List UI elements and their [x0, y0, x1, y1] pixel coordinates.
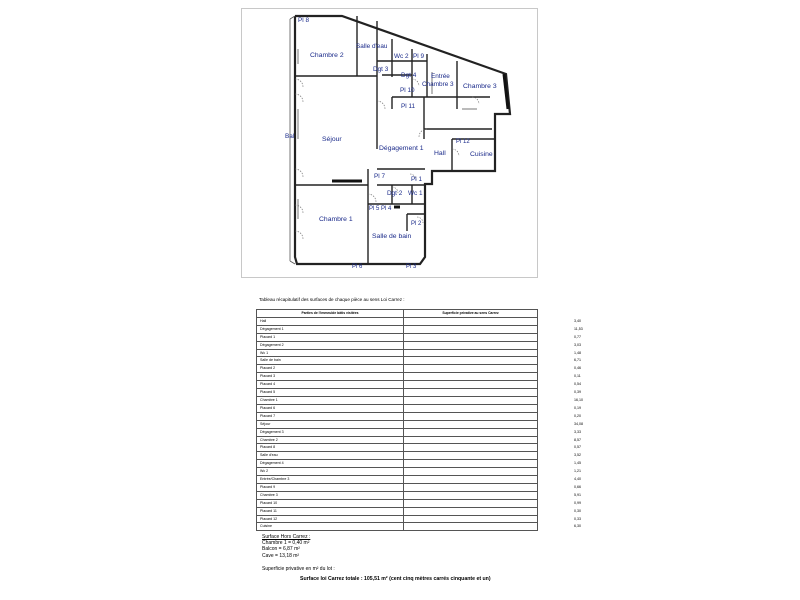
room-name-cell: Chambre 1 — [257, 396, 404, 404]
hors-carrez-title: Surface Hors Carrez : — [262, 534, 311, 540]
surface-value-cell: 1,21 — [404, 468, 538, 476]
room-name-cell: Placard 11 — [257, 507, 404, 515]
surface-value-cell: 1,48 — [404, 349, 538, 357]
room-name-cell: Dégagement 3 — [257, 428, 404, 436]
room-name-cell: Placard 8 — [257, 444, 404, 452]
label-dgt2: Dgt 2 — [387, 190, 403, 197]
label-pl10: Pl 10 — [400, 87, 415, 94]
label-pl12: Pl 12 — [456, 139, 470, 145]
table-body — [257, 317, 583, 530]
hors-carrez-line: Chambre 1 = 0,40 m² — [262, 540, 310, 547]
room-name-cell: Wc 2 — [257, 468, 404, 476]
surface-value-cell: 34,08 — [404, 420, 538, 428]
surface-value-cell: 3,03 — [404, 341, 538, 349]
room-name-cell: Salle d'eau — [257, 452, 404, 460]
room-name-cell: Placard 9 — [257, 483, 404, 491]
surface-value-cell: 11,53 — [404, 325, 538, 333]
surface-value-cell: 0,33 — [404, 515, 538, 523]
room-name-cell: Placard 2 — [257, 365, 404, 373]
surface-value-cell: 0,11 — [404, 373, 538, 381]
table-header-row — [257, 310, 538, 318]
label-pl7: Pl 7 — [374, 173, 386, 180]
room-labels — [285, 17, 497, 270]
room-name-cell: Placard 10 — [257, 499, 404, 507]
room-name-cell: Placard 1 — [257, 333, 404, 341]
label-chambre2: Chambre 2 — [310, 52, 344, 59]
surface-value-cell: 0,77 — [404, 333, 538, 341]
room-name-cell: Dégagement 2 — [257, 341, 404, 349]
label-cuisine: Cuisine — [470, 151, 493, 158]
room-name-cell: Hall — [257, 317, 404, 325]
label-pl5: Pl 5 — [369, 206, 380, 212]
room-name-cell: Placard 12 — [257, 515, 404, 523]
table-row — [257, 373, 538, 381]
surface-value-cell: 0,30 — [404, 507, 538, 515]
table-row — [257, 365, 538, 373]
hors-carrez-line: Balcon = 6,87 m² — [262, 546, 300, 553]
surface-value-cell: 8,57 — [404, 436, 538, 444]
label-pl2: Pl 2 — [411, 221, 422, 227]
wall-accents — [332, 74, 508, 207]
room-name-cell: Séjour — [257, 420, 404, 428]
surface-value-cell: 4,40 — [404, 476, 538, 484]
private-surface-label: Superficie privative en m² du lot : — [262, 566, 335, 572]
label-dgt4: Dgt 4 — [401, 72, 417, 79]
room-name-cell: Dégagement 4 — [257, 460, 404, 468]
table-row — [257, 396, 538, 404]
table-row — [257, 515, 538, 523]
table-row — [257, 404, 538, 412]
label-pl3: Pl 3 — [406, 264, 417, 270]
table-row — [257, 325, 538, 333]
surface-value-cell: 0,39 — [404, 389, 538, 397]
surface-value-cell: 0,66 — [404, 483, 538, 491]
label-degagement1: Dégagement 1 — [379, 145, 424, 152]
column-header-surface: Superficie privative au sens Carrez — [404, 310, 538, 318]
surface-value-cell: 1,45 — [404, 460, 538, 468]
table-row — [257, 507, 538, 515]
surface-value-cell: 6,71 — [404, 357, 538, 365]
table-row — [257, 452, 538, 460]
surface-value-cell: 16,10 — [404, 396, 538, 404]
column-header-room: Parties de l'immeuble bâtis visitées — [257, 310, 404, 318]
hors-carrez-line: Cave = 13,18 m² — [262, 552, 300, 559]
room-name-cell: Chambre 3 — [257, 491, 404, 499]
floor-plan — [241, 8, 538, 278]
label-chambre1: Chambre 1 — [319, 216, 353, 223]
room-name-cell: Placard 3 — [257, 373, 404, 381]
table-row — [257, 349, 538, 357]
label-wc1: Wc 1 — [408, 190, 423, 197]
surface-value-cell: 0,57 — [404, 444, 538, 452]
surface-value-cell: 3,40 — [404, 317, 538, 325]
table-row — [257, 420, 538, 428]
table-row — [257, 444, 538, 452]
total-carrez: Surface loi Carrez totale : 105,51 m² (cent cinq mètres carrés cinquante et un) — [300, 576, 491, 582]
table-row — [257, 341, 538, 349]
label-wc2: Wc 2 — [394, 53, 409, 60]
label-entree: Entrée — [431, 73, 450, 80]
room-name-cell: Placard 6 — [257, 404, 404, 412]
table-row — [257, 357, 538, 365]
label-entree-chambre3: Chambre 3 — [422, 81, 454, 88]
table-row — [257, 499, 538, 507]
room-name-cell: Salle de bain — [257, 357, 404, 365]
surface-value-cell: 0,46 — [404, 365, 538, 373]
table-row — [257, 460, 538, 468]
surface-value-cell: 3,52 — [404, 452, 538, 460]
label-hall: Hall — [434, 150, 446, 157]
room-name-cell: Placard 5 — [257, 389, 404, 397]
room-name-cell: Wc 1 — [257, 349, 404, 357]
table-row — [257, 381, 538, 389]
hors-carrez-section — [262, 534, 310, 559]
room-name-cell: Cuisine — [257, 523, 404, 531]
balcony-edge-bottom — [290, 261, 295, 264]
floor-plan-drawing — [242, 9, 537, 277]
surface-value-cell: 0,19 — [404, 404, 538, 412]
label-pl1: Pl 1 — [411, 176, 423, 183]
table-row — [257, 436, 538, 444]
label-pl4: Pl 4 — [381, 206, 392, 212]
table-title: Tableau récapitulatif des surfaces de chaque pièce au sens Loi Carrez : — [259, 297, 405, 302]
table-row — [257, 476, 538, 484]
table-row — [257, 491, 538, 499]
surface-value-cell: 6,30 — [404, 523, 538, 531]
label-salle-bain: Salle de bain — [372, 233, 412, 240]
surface-value-cell: 0,20 — [404, 412, 538, 420]
table-row — [257, 412, 538, 420]
table-row — [257, 389, 538, 397]
label-pl9: Pl 9 — [413, 53, 425, 60]
table-row — [257, 468, 538, 476]
label-sejour: Séjour — [322, 136, 342, 143]
room-name-cell: Chambre 2 — [257, 436, 404, 444]
table-row — [257, 483, 538, 491]
surface-table — [256, 309, 583, 531]
label-pl8: Pl 8 — [298, 17, 310, 24]
label-salle-eau: Salle d'eau — [356, 43, 388, 50]
surface-value-cell: 0,99 — [404, 499, 538, 507]
room-name-cell: Dégagement 1 — [257, 325, 404, 333]
table-row — [257, 317, 538, 325]
room-name-cell: Entrée/Chambre 3 — [257, 476, 404, 484]
label-pl6: Pl 6 — [352, 264, 363, 270]
room-name-cell: Placard 4 — [257, 381, 404, 389]
label-chambre3: Chambre 3 — [463, 83, 497, 90]
table-row — [257, 523, 538, 531]
surface-value-cell: 5,91 — [404, 491, 538, 499]
room-name-cell: Placard 7 — [257, 412, 404, 420]
label-dgt3: Dgt 3 — [373, 66, 389, 73]
label-pl11: Pl 11 — [401, 103, 416, 110]
surface-value-cell: 0,54 — [404, 381, 538, 389]
table-row — [257, 333, 538, 341]
surface-value-cell: 3,33 — [404, 428, 538, 436]
table-row — [257, 428, 538, 436]
label-bal: Bal — [285, 133, 295, 140]
